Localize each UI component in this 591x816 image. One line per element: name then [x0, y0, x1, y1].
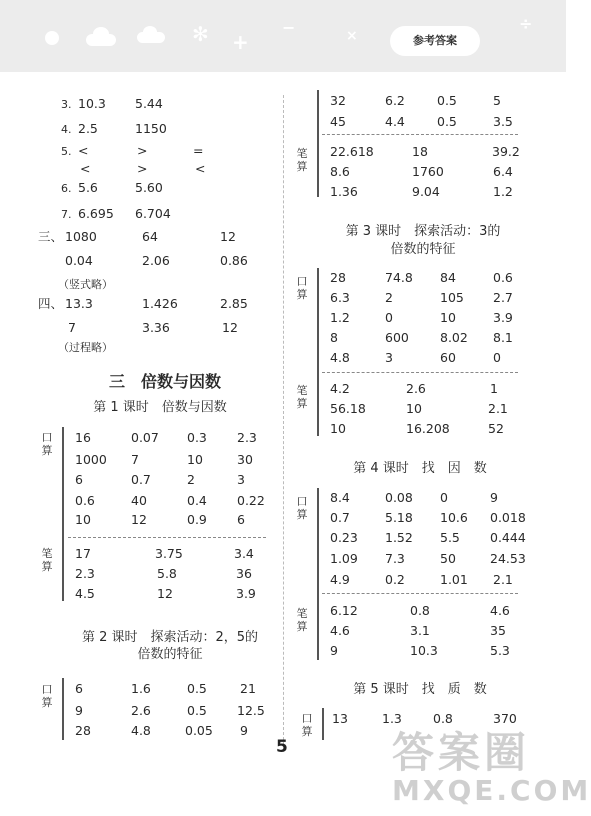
written-label: 笔算	[41, 547, 53, 573]
answer: <	[195, 161, 206, 176]
answer: >	[137, 161, 148, 176]
grid-cell: 1760	[412, 164, 444, 179]
grid-cell: 30	[237, 452, 253, 467]
grid-cell: 2.6	[406, 381, 426, 396]
column-divider	[283, 95, 284, 745]
grid-cell: 8.4	[330, 490, 350, 505]
grid-cell: 84	[440, 270, 456, 285]
item-number: 三、	[38, 229, 64, 244]
bracket-bar	[62, 678, 64, 740]
grid-cell: 0.5	[187, 681, 207, 696]
grid-cell: 5.18	[385, 510, 413, 525]
section-divider	[68, 537, 266, 538]
grid-cell: 2.3	[75, 566, 95, 581]
grid-cell: 10	[406, 401, 422, 416]
written-label: 笔算	[296, 607, 308, 633]
grid-cell: 0.5	[437, 114, 457, 129]
grid-cell: 18	[412, 144, 428, 159]
written-label: 笔算	[296, 147, 308, 173]
answer: 3.36	[142, 320, 170, 335]
grid-cell: 10.6	[440, 510, 468, 525]
grid-cell: 8.02	[440, 330, 468, 345]
grid-cell: 12.5	[237, 703, 265, 718]
grid-cell: 0.07	[131, 430, 159, 445]
watermark-url: MXQE.COM	[392, 774, 591, 807]
grid-cell: 24.53	[490, 551, 526, 566]
grid-cell: 3.4	[234, 546, 254, 561]
grid-cell: 4.8	[330, 350, 350, 365]
grid-cell: 8	[330, 330, 338, 345]
grid-cell: 5.5	[440, 530, 460, 545]
grid-cell: 3.9	[236, 586, 256, 601]
grid-cell: 2.3	[237, 430, 257, 445]
sun-icon	[45, 31, 59, 45]
grid-cell: 8.6	[330, 164, 350, 179]
lesson-title: 第 4 课时 找 因 数	[353, 461, 487, 476]
page-number: 5	[276, 737, 288, 757]
note: （过程略）	[58, 341, 113, 354]
answer: 0.04	[65, 253, 93, 268]
grid-cell: 60	[440, 350, 456, 365]
grid-cell: 12	[157, 586, 173, 601]
item-number: 4.	[61, 123, 72, 136]
grid-cell: 45	[330, 114, 346, 129]
grid-cell: 6.2	[385, 93, 405, 108]
grid-cell: 1.2	[493, 184, 513, 199]
grid-cell: 3.9	[493, 310, 513, 325]
grid-cell: 5	[493, 93, 501, 108]
grid-cell: 10	[75, 512, 91, 527]
grid-cell: 17	[75, 546, 91, 561]
oral-label: 口算	[296, 495, 308, 521]
grid-cell: 0.3	[187, 430, 207, 445]
grid-cell: 8.1	[493, 330, 513, 345]
grid-cell: 5.8	[157, 566, 177, 581]
answer: 5.60	[135, 180, 163, 195]
grid-cell: 32	[330, 93, 346, 108]
grid-cell: 4.9	[330, 572, 350, 587]
answer: 5.6	[78, 180, 98, 195]
answer: 5.44	[135, 96, 163, 111]
item-number: 四、	[38, 296, 64, 311]
grid-cell: 3.5	[493, 114, 513, 129]
answer: 1150	[135, 121, 167, 136]
oral-label: 口算	[296, 275, 308, 301]
bracket-bar	[317, 90, 319, 197]
answer: 64	[142, 229, 158, 244]
bracket-bar	[317, 268, 319, 436]
answer-key-tag: 参考答案	[390, 26, 480, 56]
grid-cell: 4.6	[490, 603, 510, 618]
item-number: 7.	[61, 208, 72, 221]
plus-icon: +	[232, 30, 249, 54]
grid-cell: 6	[75, 472, 83, 487]
grid-cell: 7	[131, 452, 139, 467]
grid-cell: 0.7	[131, 472, 151, 487]
grid-cell: 7.3	[385, 551, 405, 566]
answer: 6.695	[78, 206, 114, 221]
grid-cell: 1	[490, 381, 498, 396]
watermark-logo: 答案圈	[392, 728, 531, 777]
lesson-title: 倍数的特征	[137, 647, 203, 662]
header-band	[0, 0, 566, 72]
grid-cell: 3.75	[155, 546, 183, 561]
grid-cell: 0.05	[185, 723, 213, 738]
grid-cell: 12	[131, 512, 147, 527]
grid-cell: 1.6	[131, 681, 151, 696]
grid-cell: 1000	[75, 452, 107, 467]
item-number: 6.	[61, 182, 72, 195]
lesson-title: 第 5 课时 找 质 数	[353, 682, 487, 697]
oral-label: 口算	[301, 712, 313, 738]
section-divider	[322, 593, 518, 594]
grid-cell: 0	[493, 350, 501, 365]
answer: 0.86	[220, 253, 248, 268]
grid-cell: 0.6	[493, 270, 513, 285]
grid-cell: 6.3	[330, 290, 350, 305]
grid-cell: 6.12	[330, 603, 358, 618]
grid-cell: 0.6	[75, 493, 95, 508]
grid-cell: 3.1	[410, 623, 430, 638]
written-label: 笔算	[296, 384, 308, 410]
grid-cell: 1.09	[330, 551, 358, 566]
grid-cell: 6.4	[493, 164, 513, 179]
grid-cell: 1.2	[330, 310, 350, 325]
grid-cell: 0	[440, 490, 448, 505]
grid-cell: 0.018	[490, 510, 526, 525]
item-number: 3.	[61, 98, 72, 111]
bracket-bar	[317, 488, 319, 660]
grid-cell: 2.6	[131, 703, 151, 718]
grid-cell: 39.2	[492, 144, 520, 159]
grid-cell: 28	[330, 270, 346, 285]
grid-cell: 10.3	[410, 643, 438, 658]
grid-cell: 10	[187, 452, 203, 467]
grid-cell: 4.2	[330, 381, 350, 396]
grid-cell: 105	[440, 290, 464, 305]
grid-cell: 2.1	[493, 572, 513, 587]
grid-cell: 370	[493, 711, 517, 726]
grid-cell: 74.8	[385, 270, 413, 285]
answer: 6.704	[135, 206, 171, 221]
grid-cell: 36	[236, 566, 252, 581]
grid-cell: 0.7	[330, 510, 350, 525]
grid-cell: 1.36	[330, 184, 358, 199]
unit-title: 三 倍数与因数	[108, 372, 221, 391]
grid-cell: 6	[75, 681, 83, 696]
grid-cell: 35	[490, 623, 506, 638]
grid-cell: 10	[440, 310, 456, 325]
grid-cell: 0.8	[433, 711, 453, 726]
cloud-icon	[93, 27, 109, 41]
grid-cell: 0.444	[490, 530, 526, 545]
grid-cell: 0.9	[187, 512, 207, 527]
grid-cell: 9	[330, 643, 338, 658]
note: （竖式略）	[58, 278, 113, 291]
answer: 13.3	[65, 296, 93, 311]
answer: 2.85	[220, 296, 248, 311]
section-divider	[322, 134, 518, 135]
grid-cell: 1.3	[382, 711, 402, 726]
answer: <	[78, 143, 89, 158]
grid-cell: 0	[385, 310, 393, 325]
answer: 10.3	[78, 96, 106, 111]
grid-cell: 21	[240, 681, 256, 696]
snowflake-icon: ✻	[192, 22, 209, 46]
lesson-title: 第 3 课时 探索活动：3的	[345, 224, 501, 239]
bracket-bar	[62, 427, 64, 601]
grid-cell: 4.6	[330, 623, 350, 638]
lesson-title: 第 2 课时 探索活动：2，5的	[81, 630, 259, 645]
lesson-title: 倍数的特征	[390, 242, 456, 257]
grid-cell: 4.8	[131, 723, 151, 738]
grid-cell: 9.04	[412, 184, 440, 199]
grid-cell: 600	[385, 330, 409, 345]
grid-cell: 40	[131, 493, 147, 508]
grid-cell: 3	[385, 350, 393, 365]
grid-cell: 5.3	[490, 643, 510, 658]
answer: 2.06	[142, 253, 170, 268]
answer: =	[193, 143, 204, 158]
grid-cell: 4.5	[75, 586, 95, 601]
grid-cell: 28	[75, 723, 91, 738]
grid-cell: 3	[237, 472, 245, 487]
grid-cell: 10	[330, 421, 346, 436]
answer: >	[137, 143, 148, 158]
grid-cell: 0.2	[385, 572, 405, 587]
lesson-title: 第 1 课时 倍数与因数	[93, 400, 227, 415]
grid-cell: 9	[490, 490, 498, 505]
grid-cell: 0.08	[385, 490, 413, 505]
section-divider	[322, 372, 518, 373]
grid-cell: 0.23	[330, 530, 358, 545]
grid-cell: 2.7	[493, 290, 513, 305]
grid-cell: 52	[488, 421, 504, 436]
rain-cloud-icon	[143, 26, 157, 38]
divide-icon: ÷	[519, 14, 533, 33]
grid-cell: 2.1	[488, 401, 508, 416]
minus-icon: −	[282, 18, 296, 37]
grid-cell: 1.52	[385, 530, 413, 545]
answer: 1.426	[142, 296, 178, 311]
answer: 12	[222, 320, 238, 335]
answer: 2.5	[78, 121, 98, 136]
answer: 12	[220, 229, 236, 244]
grid-cell: 56.18	[330, 401, 366, 416]
grid-cell: 0.8	[410, 603, 430, 618]
oral-label: 口算	[41, 683, 53, 709]
grid-cell: 2	[385, 290, 393, 305]
bracket-bar	[322, 708, 324, 740]
grid-cell: 0.5	[187, 703, 207, 718]
times-icon: ×	[346, 28, 358, 44]
grid-cell: 16.208	[406, 421, 450, 436]
grid-cell: 50	[440, 551, 456, 566]
grid-cell: 4.4	[385, 114, 405, 129]
answer: <	[80, 161, 91, 176]
grid-cell: 1.01	[440, 572, 468, 587]
grid-cell: 0.5	[437, 93, 457, 108]
grid-cell: 0.22	[237, 493, 265, 508]
grid-cell: 9	[240, 723, 248, 738]
grid-cell: 2	[187, 472, 195, 487]
grid-cell: 6	[237, 512, 245, 527]
answer: 1080	[65, 229, 97, 244]
grid-cell: 0.4	[187, 493, 207, 508]
answer: 7	[68, 320, 76, 335]
item-number: 5.	[61, 145, 72, 158]
oral-label: 口算	[41, 431, 53, 457]
grid-cell: 16	[75, 430, 91, 445]
grid-cell: 22.618	[330, 144, 374, 159]
grid-cell: 13	[332, 711, 348, 726]
grid-cell: 9	[75, 703, 83, 718]
